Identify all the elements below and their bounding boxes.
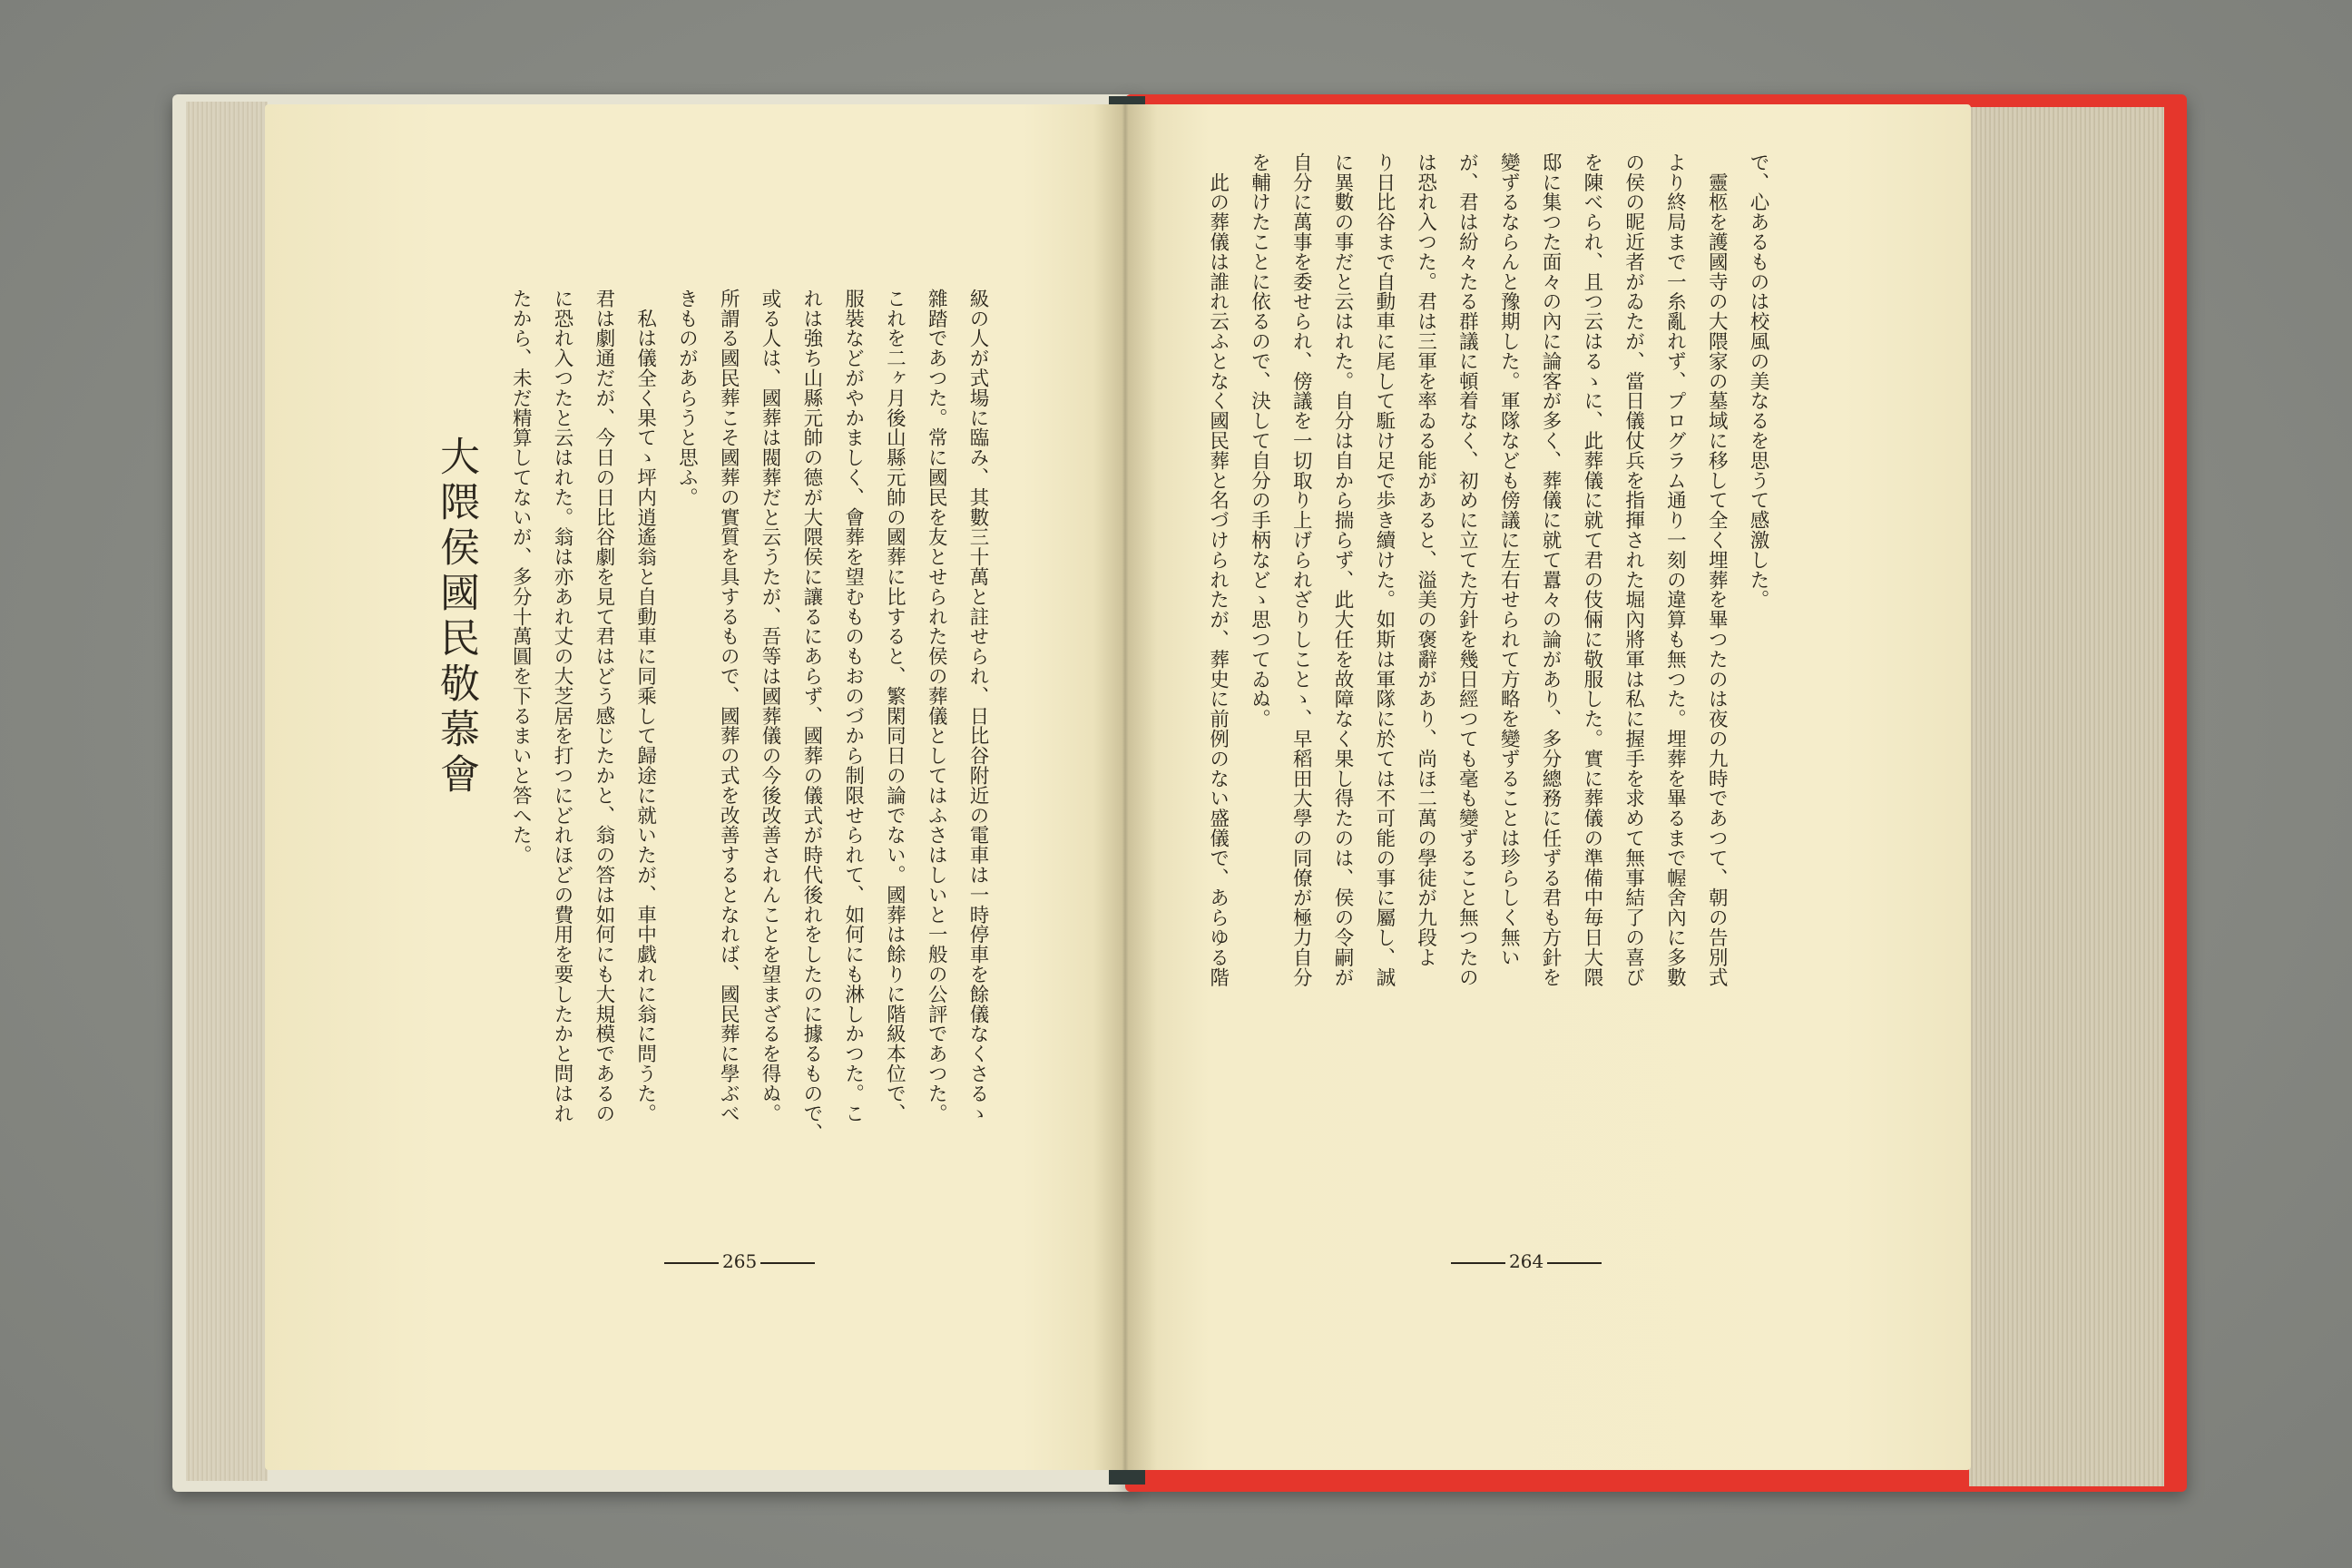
page-edges-left	[186, 102, 268, 1481]
section-heading: 大隈侯國民敬慕會	[433, 436, 479, 799]
right_page-column: に異數の事だと云はれた。自分は自から揣らず、此大任を故障なく果し得たのは、侯の令嗣が	[1331, 152, 1355, 987]
left_page-column: 所謂る國民葬こそ國葬の實質を具するもので、國葬の式を改善するとなれば、國民葬に學ぶべ	[717, 289, 740, 1123]
right_page-column: より終局まで一糸亂れず、プログラム通り一刻の違算も無つた。埋葬を畢るまで幄舍內に多數	[1663, 152, 1687, 987]
right_page-column: の侯の昵近者がゐたが、當日儀仗兵を指揮された堀內將軍は私に握手を求めて無事結了の喜び	[1622, 152, 1645, 987]
right_page-column: は恐れ入つた。君は三軍を率ゐる能があると、溢美の褒辭があり、尚ほ二萬の學徒が九段よ	[1414, 152, 1437, 967]
left_page-column: 服裝などがやかましく、會葬を望むものもおのづから制限せられて、如何にも淋しかつた。こ	[841, 289, 865, 1123]
left_page-column: きものがあらうと思ふ。	[675, 289, 699, 507]
left_page-column: 級の人が式場に臨み、其數三十萬と註せられ、日比谷附近の電車は一時停車を餘儀なくさるゝ	[966, 289, 989, 1123]
page-number-left	[661, 1250, 818, 1272]
right_page-column: 靈柩を護國寺の大隈家の墓域に移して全く埋葬を畢つたのは夜の九時であつて、朝の告別式	[1705, 152, 1729, 987]
right_page-column: 邸に集つた面々の內に論客が多く、葬儀に就て囂々の論があり、多分總務に任ずる君も方針を	[1539, 152, 1563, 987]
right_page-column: 變ずるならんと豫期した。軍隊なども傍議に左右せられて方略を變ずることは珍らしく無い	[1497, 152, 1521, 967]
page-edges-right	[1969, 107, 2164, 1486]
left_page-column: 雜踏であつた。常に國民を友とせられた侯の葬儀としてはふさはしいと一般の公評であつた。	[925, 289, 948, 1123]
left_page-column: 或る人は、國葬は閥葬だと云うたが、吾等は國葬儀の今後改善されんことを望まざるを得ぬ。	[759, 289, 782, 1123]
right_page-column: 自分に萬事を委せられ、傍議を一切取り上げられざりしことゝ、早稻田大學の同僚が極力自分	[1289, 152, 1313, 987]
left_page-column: れは強ち山縣元帥の德が大隈侯に讓るにあらず、國葬の儀式が時代後れをしたのに據るもので、	[799, 289, 823, 1143]
right_page-column: を輔けたことに依るので、決して自分の手柄などゝ思つてゐぬ。	[1248, 152, 1271, 730]
right_page-column: り日比谷まで自動車に尾して駈け足で歩き續けた。如斯は軍隊に於ては不可能の事に屬し、誠	[1372, 152, 1396, 987]
left_page-column: これを二ヶ月後山縣元帥の國葬に比すると、繁閑同日の論でない。國葬は餘りに階級本位で、	[883, 289, 906, 1123]
right-page-text	[1207, 152, 1779, 1142]
right_page-column: が、君は紛々たる群議に頓着なく、初めに立てた方針を幾日經つても毫も變ずること無つたの	[1455, 152, 1479, 987]
left_page-column: 君は劇通だが、今日の日比谷劇を見て君はどう感じたかと、翁の答は如何にも大規模であるの	[592, 289, 615, 1123]
right_page-column: を陳べられ、且つ云はるゝに、此葬儀に就て君の伎倆に敬服した。實に葬儀の準備中毎日大隈	[1580, 152, 1603, 987]
left-page-text	[490, 289, 998, 1196]
page-number-left-value: 265	[722, 1250, 758, 1272]
right_page-column: 此の葬儀は誰れ云ふとなく國民葬と名づけられたが、葬史に前例のない盛儀で、あらゆる階	[1206, 152, 1230, 987]
left_page-column: に恐れ入つたと云はれた。翁は亦あれ丈の大芝居を打つにどれほどの費用を要したかと問はれ	[551, 289, 574, 1123]
page-number-right	[1447, 1250, 1605, 1272]
page-number-right-value: 264	[1509, 1250, 1544, 1272]
left_page-column: たから、未だ精算してないが、多分十萬圓を下るまいと答へた。	[509, 289, 533, 866]
left_page-column: 私は儀全く果てゝ坪内逍遙翁と自動車に同乘して歸途に就いたが、車中戯れに翁に問うた。	[633, 289, 657, 1123]
right_page-column: で、心あるものは校風の美なるを思うて感激した。	[1747, 152, 1769, 610]
book-gutter	[1093, 104, 1157, 1470]
